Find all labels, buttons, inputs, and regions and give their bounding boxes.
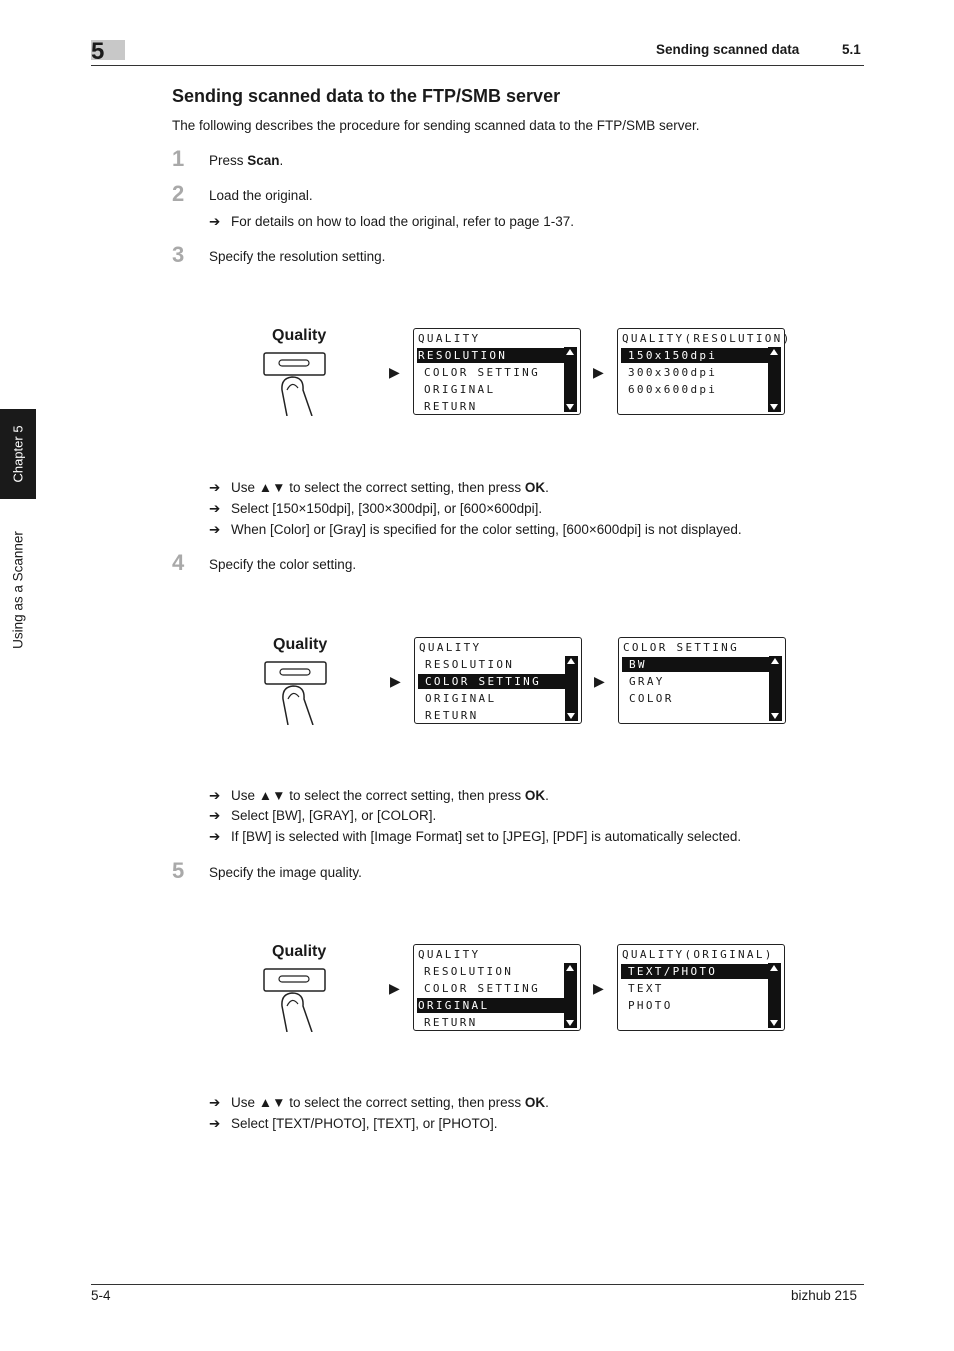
lcd-submenu-screen xyxy=(617,328,792,415)
scroll-down-icon xyxy=(566,1020,574,1026)
arrow-icon: ➔ xyxy=(209,788,221,803)
section-side-label: Using as a Scanner xyxy=(10,531,26,649)
lcd-scrollbar xyxy=(769,656,782,721)
bullet-item: ➔ For details on how to load the original, refer to page 1-37. xyxy=(209,214,574,229)
lcd-row: TEXT/PHOTO xyxy=(621,964,775,979)
lcd-menu-screen xyxy=(413,944,581,1031)
scroll-down-icon xyxy=(770,404,778,410)
scroll-down-icon xyxy=(771,713,779,719)
lcd-row: COLOR SETTING xyxy=(418,674,572,689)
arrow-right-icon: ▶ xyxy=(389,364,400,380)
bullet-item: ➔ Select [TEXT/PHOTO], [TEXT], or [PHOTO]. xyxy=(209,1116,498,1131)
lcd-row: ORIGINAL xyxy=(425,692,497,705)
step-number: 3 xyxy=(172,242,185,267)
step-text: Specify the color setting. xyxy=(209,557,357,572)
arrow-icon: ➔ xyxy=(209,1116,221,1131)
step-number: 1 xyxy=(172,146,185,171)
lcd-row: RESOLUTION xyxy=(424,965,514,978)
chapter-number: 5 xyxy=(91,38,105,65)
bullet-item: ➔ Select [BW], [GRAY], or [COLOR]. xyxy=(209,808,437,823)
lcd-row: GRAY xyxy=(629,675,665,688)
lcd-title: QUALITY xyxy=(419,641,482,654)
step-number: 2 xyxy=(172,181,185,206)
product-name: bizhub 215 xyxy=(791,1288,858,1303)
header-section-title: Sending scanned data xyxy=(656,42,800,57)
quality-figure xyxy=(262,938,792,1038)
lcd-scrollbar xyxy=(768,963,781,1028)
scroll-up-icon xyxy=(566,349,574,355)
finger-press-button-icon xyxy=(262,966,332,1032)
lcd-title: QUALITY xyxy=(418,948,481,961)
lcd-row: COLOR SETTING xyxy=(424,366,540,379)
step-text: Specify the resolution setting. xyxy=(209,249,386,264)
page-title: Sending scanned data to the FTP/SMB server xyxy=(172,86,561,106)
quality-button-label: Quality xyxy=(273,636,328,653)
step-number: 4 xyxy=(172,550,185,575)
scroll-up-icon xyxy=(566,965,574,971)
arrow-icon: ➔ xyxy=(209,501,221,516)
quality-button-label: Quality xyxy=(272,943,327,960)
lcd-row: BW xyxy=(622,657,776,672)
lcd-row: PHOTO xyxy=(628,999,673,1012)
arrow-icon: ➔ xyxy=(209,214,221,229)
lcd-title: QUALITY xyxy=(418,332,481,345)
bullet-item: ➔ Use ▲▼ to select the correct setting, then press OK. xyxy=(209,1095,549,1110)
arrow-right-icon: ▶ xyxy=(593,980,604,996)
lcd-row: RETURN xyxy=(424,400,478,413)
lcd-row: RETURN xyxy=(424,1016,478,1029)
step-number: 5 xyxy=(172,858,185,883)
lcd-row: TEXT xyxy=(628,982,664,995)
lcd-title: QUALITY(RESOLUTION) xyxy=(622,332,792,345)
bullet-item: ➔ Use ▲▼ to select the correct setting, then press OK. xyxy=(209,480,549,495)
arrow-icon: ➔ xyxy=(209,522,221,537)
scroll-down-icon xyxy=(567,713,575,719)
lcd-scrollbar xyxy=(768,347,781,412)
lcd-title: QUALITY(ORIGINAL) xyxy=(622,948,774,961)
finger-press-button-icon xyxy=(262,350,332,416)
lcd-row: ORIGINAL xyxy=(424,383,496,396)
footer-divider xyxy=(91,1284,864,1285)
lcd-menu-screen xyxy=(413,328,581,415)
bullet-item: ➔ If [BW] is selected with [Image Format] set to [JPEG], [PDF] is automatically selected. xyxy=(209,829,742,844)
lcd-row: ORIGINAL xyxy=(417,998,565,1013)
bullet-item: ➔ When [Color] or [Gray] is specified for the color setting, [600×600dpi] is not displayed. xyxy=(209,522,742,537)
lcd-scrollbar xyxy=(565,656,578,721)
intro-text: The following describes the procedure for sending scanned data to the FTP/SMB server. xyxy=(172,118,700,133)
lcd-submenu-screen xyxy=(618,637,786,724)
lcd-scrollbar xyxy=(564,963,577,1028)
scroll-up-icon xyxy=(770,349,778,355)
finger-press-button-icon xyxy=(263,659,333,725)
bullet-item: ➔ Use ▲▼ to select the correct setting, then press OK. xyxy=(209,788,549,803)
lcd-row: 150x150dpi xyxy=(621,348,775,363)
step-text: Load the original. xyxy=(209,188,313,203)
scroll-down-icon xyxy=(770,1020,778,1026)
lcd-row: COLOR SETTING xyxy=(424,982,540,995)
lcd-row: 600x600dpi xyxy=(628,383,718,396)
scroll-up-icon xyxy=(567,658,575,664)
quality-figure xyxy=(263,631,793,731)
arrow-icon: ➔ xyxy=(209,808,221,823)
step-text: Press Scan. xyxy=(209,153,284,168)
arrow-icon: ➔ xyxy=(209,1095,221,1110)
header-section-number: 5.1 xyxy=(842,42,861,57)
arrow-right-icon: ▶ xyxy=(594,673,605,689)
lcd-row: RESOLUTION xyxy=(425,658,515,671)
lcd-row: COLOR xyxy=(629,692,674,705)
chapter-side-tab-label: Chapter 5 xyxy=(10,425,26,483)
arrow-icon: ➔ xyxy=(209,829,221,844)
lcd-scrollbar xyxy=(564,347,577,412)
lcd-row: 300x300dpi xyxy=(628,366,718,379)
lcd-menu-screen xyxy=(414,637,582,724)
scroll-up-icon xyxy=(770,965,778,971)
arrow-icon: ➔ xyxy=(209,480,221,495)
header-divider xyxy=(91,65,864,66)
quality-figure xyxy=(262,322,792,422)
scroll-down-icon xyxy=(566,404,574,410)
lcd-submenu-screen xyxy=(617,944,785,1031)
arrow-right-icon: ▶ xyxy=(390,673,401,689)
lcd-title: COLOR SETTING xyxy=(623,641,739,654)
bullet-item: ➔ Select [150×150dpi], [300×300dpi], or [600×600dpi]. xyxy=(209,501,543,516)
scroll-up-icon xyxy=(771,658,779,664)
quality-button-label: Quality xyxy=(272,327,327,344)
lcd-row: RESOLUTION xyxy=(417,348,565,363)
arrow-right-icon: ▶ xyxy=(593,364,604,380)
page-number: 5-4 xyxy=(91,1288,111,1303)
step-text: Specify the image quality. xyxy=(209,865,362,880)
lcd-row: RETURN xyxy=(425,709,479,722)
arrow-right-icon: ▶ xyxy=(389,980,400,996)
